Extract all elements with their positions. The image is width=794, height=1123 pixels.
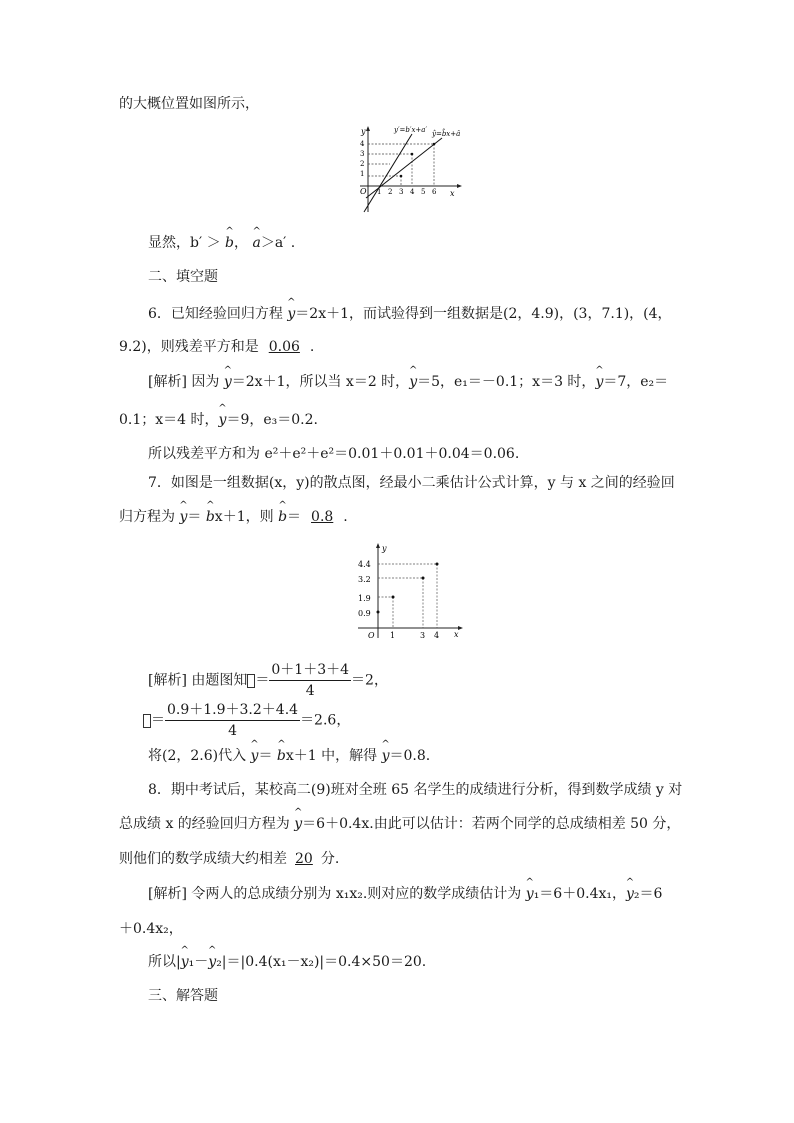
ybar-fraction: $\frac{0.9+1.9+3.2+4.4}{4}$ [167,702,299,739]
fig2-ytick: 4.4 [358,560,371,569]
q7-line1: 7．如图是一组数据(x，y)的散点图，经最小二乘估计公式计算，y 与 x 之间的经验回 [148,475,675,491]
q8-solution-line2: ＋0.4x₂， [119,921,183,937]
q6-solution-line3: 所以残差平方和为 e²＋e²＋e²＝0.01＋0.01＋0.04＝0.06. [148,446,520,462]
q7-solution-line1: [解析] 由题图知 ＝ $\frac{0+1+3+4}{4}$ ＝2， [148,662,388,699]
fig1-xtick: 4 [410,188,415,196]
fig1-xtick: 3 [399,188,404,196]
fig1-ytick: 1 [360,170,365,178]
scatter-point [377,611,380,614]
xbar-fraction: $\frac{0+1+3+4}{4}$ [271,662,350,699]
fig1-xtick: 2 [388,188,393,196]
scatter-plot-figure [356,540,468,642]
q8-answer: 20 [295,851,313,867]
fig2-ytick: 3.2 [358,575,371,584]
conclusion-line: 显然，b′ ＞ ^ b， ^ a＞a′ . [148,233,295,253]
solution-tag: [解析] [148,672,187,689]
q7-line2: 归方程为 ^ y＝ ^ bx＋1，则 ^ b＝ 0.8 . [119,507,348,527]
q8-line2: 总成绩 x 的经验回归方程为 ^ y＝6＋0.4x.由此可以估计：若两个同学的总成绩相差 50 分， [119,814,680,834]
scatter-point [436,563,439,566]
section3-title: 三、解答题 [148,988,218,1004]
fig2-y-label: y [382,544,387,553]
scatter-point [392,596,395,599]
fig1-origin: O [360,187,367,196]
fig2-xtick: 1 [390,631,396,640]
scatter-point [422,577,425,580]
q8-line1: 8．期中考试后，某校高二(9)班对全班 65 名学生的成绩进行分析，得到数学成绩 y 对 [148,782,683,798]
fig1-xtick: 1 [377,188,382,196]
q7-solution-line2: ＝ $\frac{0.9+1.9+3.2+4.4}{4}$ ＝2.6， [143,700,350,741]
fig1-xtick: 5 [421,188,426,196]
fig1-y-label: y [361,127,366,136]
intro-line: 的大概位置如图所示， [119,96,259,112]
q8-line3: 则他们的数学成绩大约相差 20 分. [119,851,340,867]
q6-line1: 6．已知经验回归方程 ^ y＝2x＋1，而试验得到一组数据是(2，4.9)，(3，7.1)，(4， [148,304,672,324]
solution-tag: [解析] [148,374,187,390]
q6-solution-line2: 0.1；x＝4 时，^ y＝9，e₃＝0.2. [119,410,318,430]
fig2-ytick: 0.9 [358,609,371,618]
q6-line2: 9.2)，则残差平方和是 0.06 . [119,339,315,355]
q6-answer: 0.06 [268,339,300,355]
fig2-x-label: x [454,630,459,639]
q7-answer: 0.8 [311,509,334,525]
fig1-ytick: 4 [360,140,365,148]
fig2-ytick: 1.9 [358,594,371,603]
fig2-origin: O [368,631,375,640]
q6-solution-line1: [解析] 因为 ^ y＝2x＋1，所以当 x＝2 时，^ y＝5，e₁＝－0.1；x＝3 时，^ y＝7，e₂＝ [148,372,668,392]
fig2-xtick: 3 [420,631,426,640]
q8-solution-line1: [解析] 令两人的总成绩分别为 x₁x₂.则对应的数学成绩估计为 ^ y₁＝6＋0.4x₁，^ y₂＝6 [148,884,662,904]
fig1-line1-label: y′=b′x+a′ [394,126,428,134]
fig2-xtick: 4 [434,631,440,640]
fig1-xtick: 6 [432,188,437,196]
section2-title: 二、填空题 [148,269,218,285]
ybar-symbol [143,714,151,728]
fig1-ytick: 3 [360,150,365,158]
q7-solution-line3: 将(2，2.6)代入 ^ y＝ ^ bx＋1 中，解得 ^ y＝0.8. [148,746,430,766]
solution-tag: [解析] [148,886,187,902]
q8-solution-line3: 所以|^ y₁－^ y₂|＝|0.4(x₁－x₂)|＝0.4×50＝20. [148,952,426,972]
fig1-ytick: 2 [360,160,365,168]
fig1-x-label: x [450,189,455,198]
regression-lines-figure [356,124,466,216]
fig1-line2-label: ŷ=b̂x+â [432,130,461,138]
